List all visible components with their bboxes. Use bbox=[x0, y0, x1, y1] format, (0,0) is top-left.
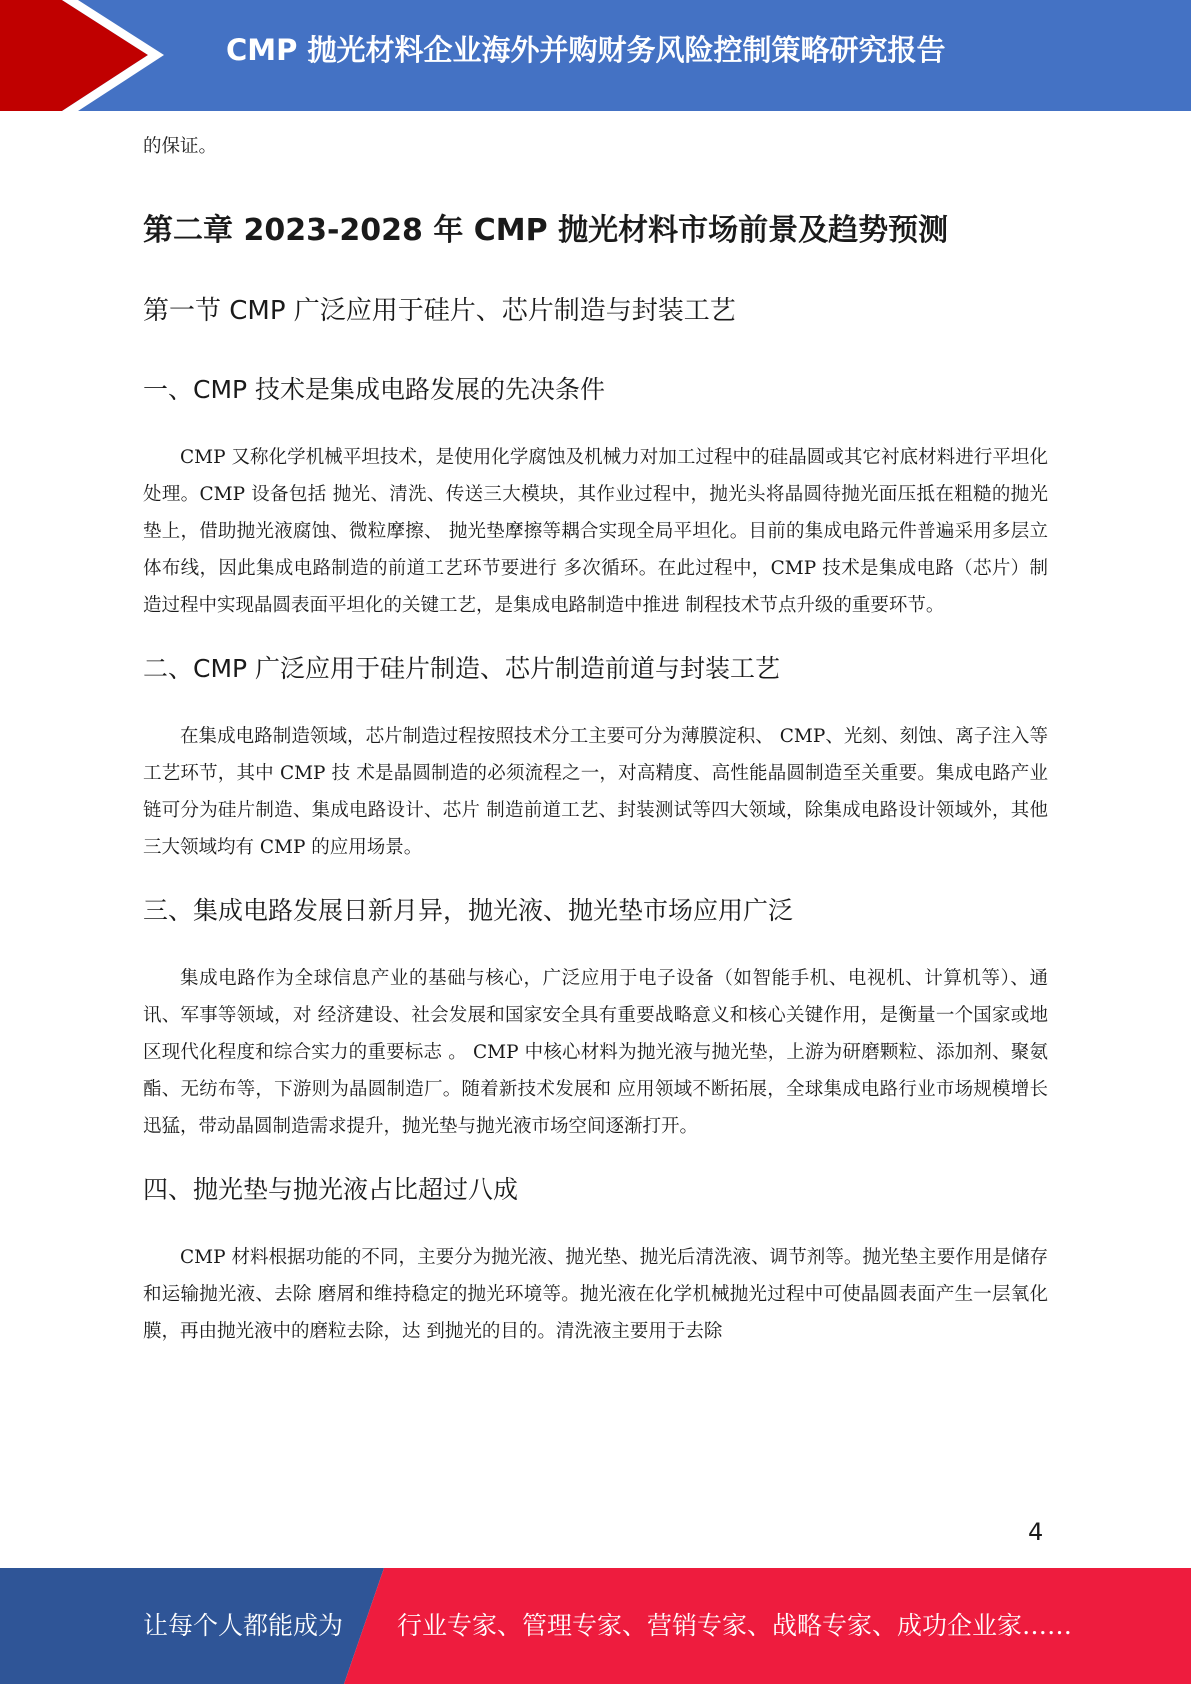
page-header bbox=[0, 0, 1191, 111]
page-number: 4 bbox=[1028, 1518, 1044, 1546]
subsection-1 bbox=[143, 371, 1048, 624]
subsection-4 bbox=[143, 1171, 1048, 1350]
subsection-heading: 三、集成电路发展日新月异，抛光液、抛光垫市场应用广泛 bbox=[143, 896, 794, 925]
subsection-heading: 二、CMP 广泛应用于硅片制造、芯片制造前道与封装工艺 bbox=[143, 654, 781, 683]
subsection-heading: 四、抛光垫与抛光液占比超过八成 bbox=[143, 1175, 519, 1204]
document-body bbox=[143, 128, 1048, 1376]
subsection-3 bbox=[143, 892, 1048, 1145]
report-title: CMP 抛光材料企业海外并购财务风险控制策略研究报告 bbox=[226, 33, 946, 67]
footer-slogan-right: 行业专家、管理专家、营销专家、战略专家、成功企业家…… bbox=[397, 1611, 1073, 1640]
footer-slogan-left: 让每个人都能成为 bbox=[143, 1611, 344, 1640]
paragraph: CMP 又称化学机械平坦技术，是使用化学腐蚀及机械力对加工过程中的硅晶圆或其它衬底材料进行平坦化处理。CMP 设备包括 抛光、清洗、传送三大模块，其作业过程中，抛光头将晶圆待抛光面压抵在粗糙的抛光垫上，借助抛光液腐蚀、微粒摩擦、 抛光垫摩擦等耦合实现全局平坦化。目前的集成电路元件普遍采用多层立体布线，因此集成电路制造的前道工艺环节要进行 多次循环。在此过程中，CMP 技术是集成电路（芯片）制造过程中实现晶圆表面平坦化的关键工艺，是集成电路制造中推进 制程技术节点升级的重要环节。 bbox=[143, 447, 1048, 616]
paragraph: CMP 材料根据功能的不同，主要分为抛光液、抛光垫、抛光后清洗液、调节剂等。抛光垫主要作用是储存和运输抛光液、去除 磨屑和维持稳定的抛光环境等。抛光液在化学机械抛光过程中可使晶圆表面产生一层氧化膜，再由抛光液中的磨粒去除，达 到抛光的目的。清洗液主要用于去除 bbox=[143, 1247, 1048, 1342]
subsection-2 bbox=[143, 650, 1048, 866]
continuation-text: 的保证。 bbox=[143, 136, 218, 157]
subsection-heading: 一、CMP 技术是集成电路发展的先决条件 bbox=[143, 375, 606, 404]
page-footer bbox=[0, 1568, 1191, 1684]
section-title: 第一节 CMP 广泛应用于硅片、芯片制造与封装工艺 bbox=[143, 296, 736, 326]
chapter-title: 第二章 2023-2028 年 CMP 抛光材料市场前景及趋势预测 bbox=[143, 213, 949, 248]
paragraph: 在集成电路制造领域，芯片制造过程按照技术分工主要可分为薄膜淀积、 CMP、光刻、刻蚀、离子注入等工艺环节，其中 CMP 技 术是晶圆制造的必须流程之一，对高精度、高性能晶圆制造至关重要。集成电路产业链可分为硅片制造、集成电路设计、芯片 制造前道工艺、封装测试等四大领域，除集成电路设计领域外，其他三大领域均有 CMP 的应用场景。 bbox=[143, 726, 1048, 858]
paragraph: 集成电路作为全球信息产业的基础与核心，广泛应用于电子设备（如智能手机、电视机、计算机等）、通讯、军事等领域，对 经济建设、社会发展和国家安全具有重要战略意义和核心关键作用，是衡量一个国家或地区现代化程度和综合实力的重要标志 。 CMP 中核心材料为抛光液与抛光垫，上游为研磨颗粒、添加剂、聚氨酯、无纺布等，下游则为晶圆制造厂。随着新技术发展和 应用领域不断拓展，全球集成电路行业市场规模增长迅猛，带动晶圆制造需求提升，抛光垫与抛光液市场空间逐渐打开。 bbox=[143, 968, 1048, 1137]
